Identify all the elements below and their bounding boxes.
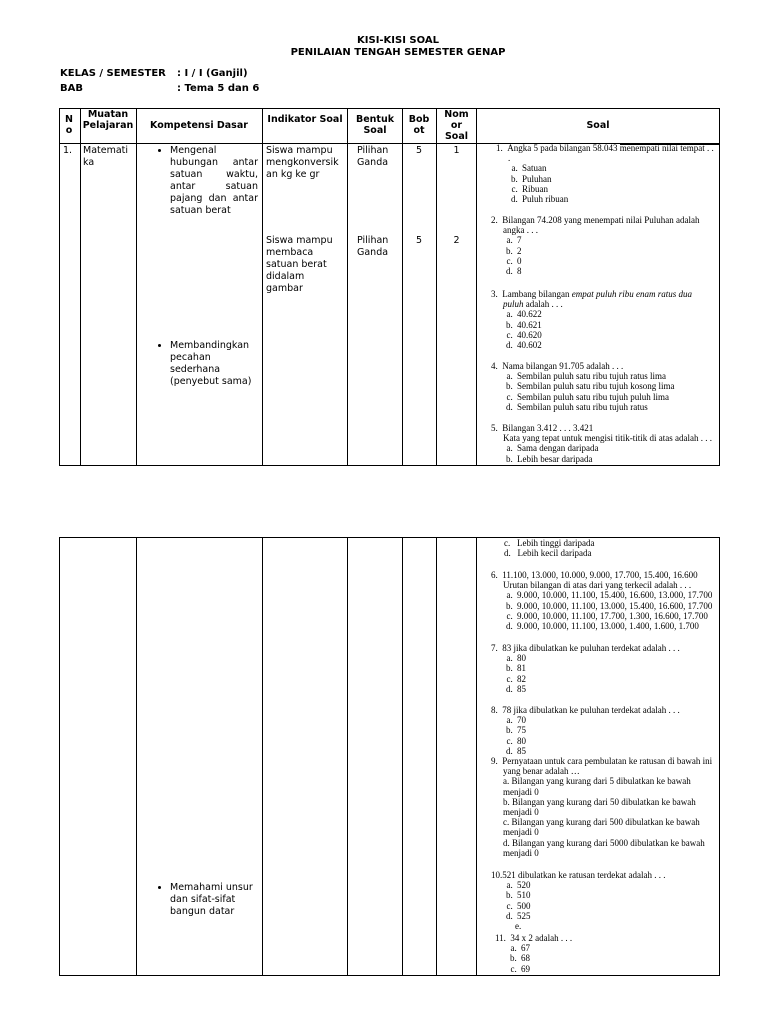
kelas-value: : I / I (Ganjil) <box>177 68 248 79</box>
question-5: 5. Bilangan 3.412 . . . 3.421 Kata yang tepat untuk mengisi titik-titik di atas adalah . . . a. Sama dengan daripada b. Lebih besar daripada <box>491 423 717 464</box>
bentuk-1: Pilihan Ganda <box>357 145 389 168</box>
nomor-1: 1 <box>453 145 460 156</box>
kompetensi-text-2: • Membandingkan pecahan sederhana (penyebut sama) <box>170 340 258 388</box>
kompetensi-text-3: • Memahami unsur dan sifat-sifat bangun datar <box>170 882 258 918</box>
question-1: 1. Angka 5 pada bilangan 58.043 menempati nilai tempat . . . a. Satuan b. Puluhan c. Ribuan d. Puluh ribuan <box>496 143 714 204</box>
indikator-1: Siswa mampu mengkonversik an kg ke gr <box>266 145 339 180</box>
question-7: 7. 83 jika dibulatkan ke puluhan terdekat adalah . . . a. 80 b. 81 c. 82 d. 85 <box>491 643 713 694</box>
kompetensi-item-2 <box>152 340 258 388</box>
header-muatan: Muatan Pelajaran <box>82 109 134 131</box>
indikator-2: Siswa mampu membaca satuan berat didalam gambar <box>266 235 333 294</box>
row-muatan: Matemati ka <box>83 145 129 168</box>
bab-value: : Tema 5 dan 6 <box>177 83 260 94</box>
bab-label: BAB <box>60 83 83 94</box>
question-8: 8. 78 jika dibulatkan ke puluhan terdekat adalah . . . a. 70 b. 75 c. 80 d. 85 <box>491 705 713 756</box>
header-no: N o <box>65 114 73 136</box>
kompetensi-text-1: • Mengenal hubungan antar satuan waktu, antar satuan pajang dan antar satuan berat <box>170 145 258 217</box>
header-kompetensi: Kompetensi Dasar <box>150 120 248 131</box>
question-5-continued: c. Lebih tinggi daripada d. Lebih kecil daripada <box>504 538 595 559</box>
question-4: 4. Nama bilangan 91.705 adalah . . . a. Sembilan puluh satu ribu tujuh ratus lima b. Sembilan puluh satu ribu tujuh kosong lima c. Sembilan puluh satu ribu tujuh puluh lima d. Sembilan puluh satu ribu tujuh ratus <box>491 361 713 412</box>
question-10: 10.521 dibulatkan ke ratusan terdekat adalah . . . a. 520 b. 510 c. 500 d. 525 e. <box>491 870 713 931</box>
kompetensi-item-1 <box>152 145 258 217</box>
header-bentuk: Bentuk Soal <box>355 114 395 136</box>
bentuk-2: Pilihan Ganda <box>357 235 389 258</box>
header-bobot: Bob ot <box>408 114 430 136</box>
kompetensi-item-3 <box>152 882 258 918</box>
nomor-2: 2 <box>453 235 460 246</box>
question-6: 6. 11.100, 13.000, 10.000, 9.000, 17.700, 15.400, 16.600 Urutan bilangan di atas dari yang terkecil adalah . . . a. 9.000, 10.000, 11.100, 15.400, 16.600, 13.000, 17.700 b. 9.000, 10.000, 11.100, 13.000, 15.400, 16.600, 17.700 c. 9.000, 10.000, 11.100, 17.700, 1.300, 16.600, 17.700 d. 9.000, 10.000, 11.100, 13.000, 1.400, 1.600, 1.700 <box>491 570 717 631</box>
header-soal: Soal <box>586 120 610 131</box>
question-3: 3. Lambang bilangan empat puluh ribu enam ratus dua puluh adalah . . . a. 40.622 b. 40.621 c. 40.620 d. 40.602 <box>491 289 713 350</box>
header-indikator: Indikator Soal <box>267 114 343 125</box>
bobot-1: 5 <box>415 145 423 156</box>
row-no: 1. <box>63 145 73 156</box>
document-title: KISI-KISI SOAL <box>357 35 439 46</box>
kelas-label: KELAS / SEMESTER <box>60 68 166 79</box>
bobot-2: 5 <box>415 235 423 246</box>
document-subtitle: PENILAIAN TENGAH SEMESTER GENAP <box>290 47 506 58</box>
header-nomor: Nom or Soal <box>444 109 469 142</box>
question-11: 11. 34 x 2 adalah . . . a. 67 b. 68 c. 69 <box>495 933 713 974</box>
question-9: 9. Pernyataan untuk cara pembulatan ke ratusan di bawah ini yang benar adalah … a. Bilangan yang kurang dari 5 dibulatkan ke bawah menjadi 0 b. Bilangan yang kurang dari 50 dibulatkan ke bawah menjadi 0 c. Bilangan yang kurang dari 500 dibulatkan ke bawah menjadi 0 d. Bilangan yang kurang dari 5000 dibulatkan ke bawah menjadi 0 <box>491 756 713 858</box>
question-2: 2. Bilangan 74.208 yang menempati nilai Puluhan adalah angka . . . a. 7 b. 2 c. 0 d. 8 <box>491 215 713 276</box>
